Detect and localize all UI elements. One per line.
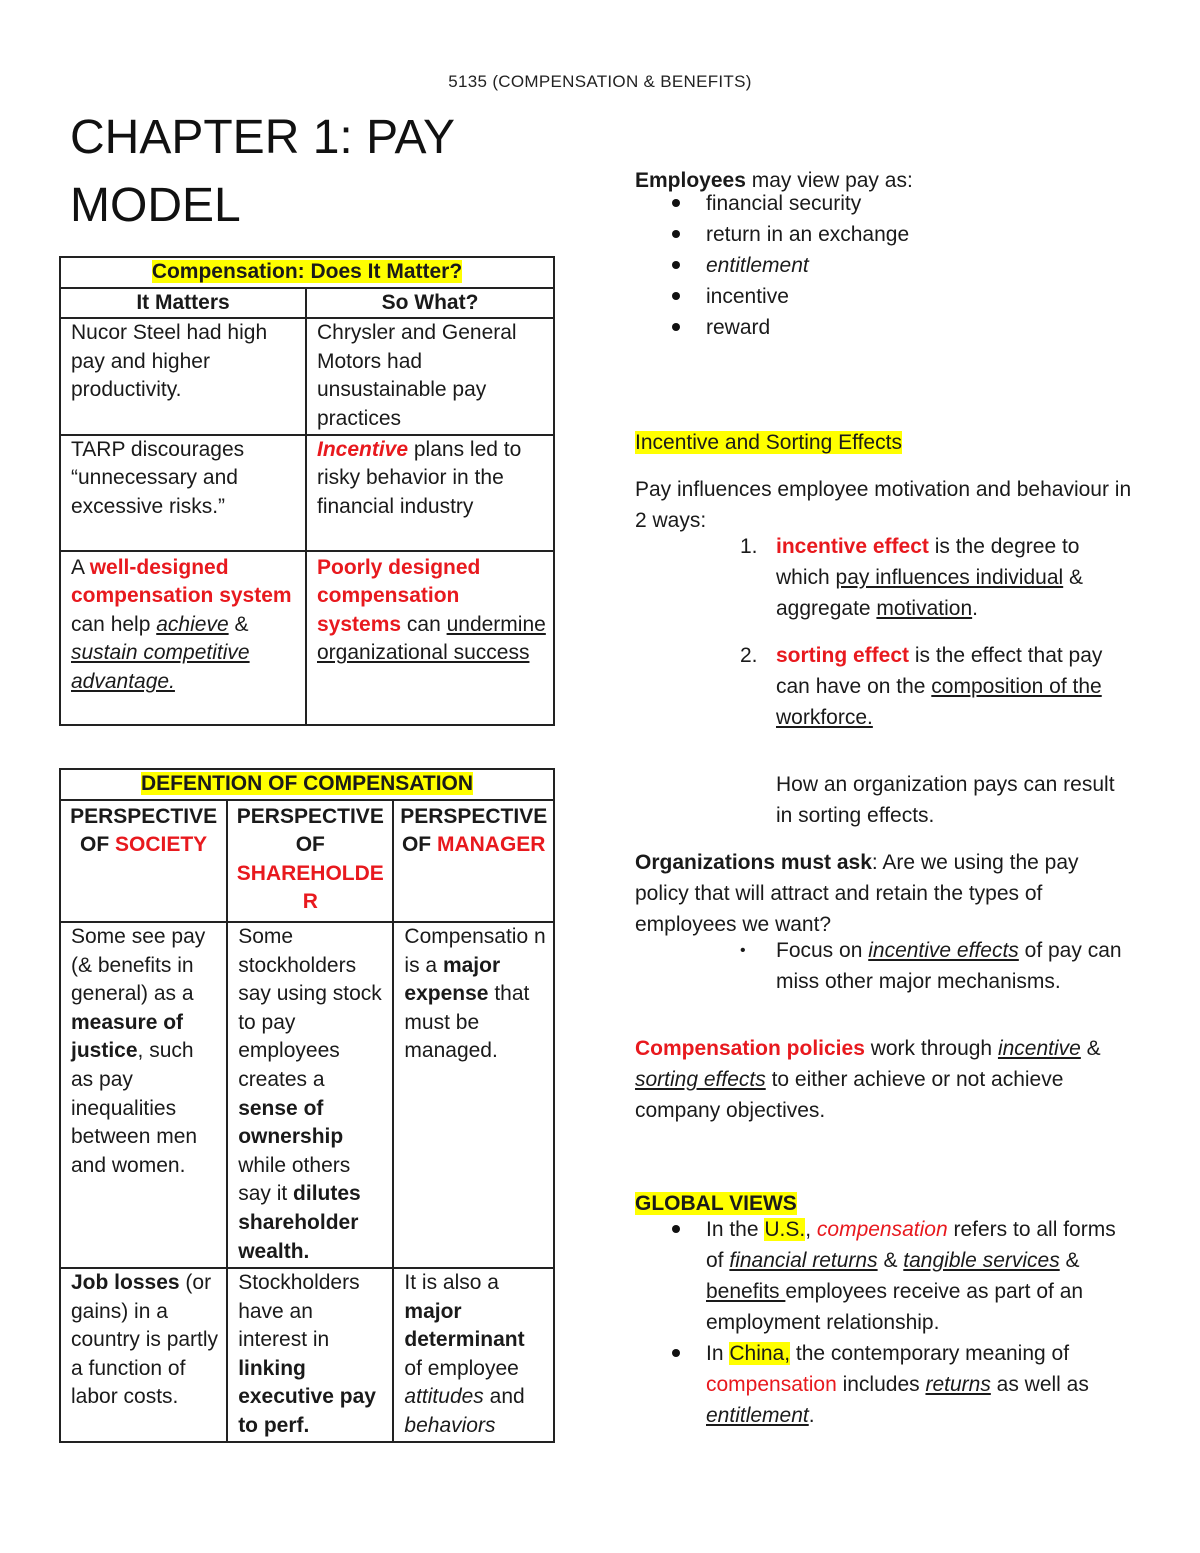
header-text: SOCIETY bbox=[115, 833, 208, 857]
table-cell: Chrysler and General Motors had unsustainable pay practices bbox=[306, 318, 554, 434]
caption-text: Compensation: Does It Matter? bbox=[151, 260, 463, 283]
item-text: sorting effect bbox=[776, 644, 910, 667]
cell-text: measure of justice bbox=[71, 1010, 184, 1063]
policy-text: Compensation policies bbox=[635, 1037, 865, 1060]
item-text: is the effect that pay can have on the bbox=[776, 644, 1103, 698]
header-text: PERSPECTIVE OF bbox=[70, 804, 218, 857]
table-caption bbox=[60, 769, 554, 800]
item-text: . bbox=[972, 597, 978, 620]
bullet-text: incentive effects bbox=[868, 939, 1019, 962]
header-text: SHAREHOLDE R bbox=[236, 861, 384, 914]
cell-text: sustain competitive advantage. bbox=[71, 641, 250, 693]
bullet-text: of pay can miss other major mechanisms. bbox=[776, 939, 1122, 993]
question-text: : Are we using the pay policy that will attract and retain the types of employees we want? bbox=[635, 851, 1079, 936]
document-header: 5135 (COMPENSATION & BENEFITS) bbox=[448, 72, 752, 91]
table-cell bbox=[227, 1268, 393, 1442]
table-cell bbox=[60, 1268, 227, 1442]
table-cell bbox=[60, 551, 306, 725]
header-text: PERSPECTIVE OF bbox=[236, 804, 384, 857]
table-cell bbox=[393, 1268, 554, 1442]
table-cell bbox=[306, 551, 554, 725]
policy-text: to either achieve or not achieve company objectives. bbox=[635, 1068, 1064, 1122]
item-text: composition of the workforce. bbox=[776, 675, 1102, 729]
table-cell bbox=[306, 435, 554, 551]
question-text: Organizations must ask bbox=[635, 851, 872, 874]
numbered-item-1 bbox=[740, 531, 1130, 624]
table-caption bbox=[60, 257, 554, 288]
compensation-policies-text bbox=[635, 1033, 1135, 1126]
list-item: entitlement bbox=[670, 250, 909, 281]
cell-text: can bbox=[401, 612, 447, 636]
item-text: & aggregate bbox=[776, 566, 1084, 620]
intro-text: Employees bbox=[635, 169, 746, 192]
caption-text: DEFENTION OF COMPENSATION bbox=[140, 772, 474, 795]
cell-text: Incentive bbox=[317, 437, 409, 461]
cell-text: (or gains) in a country is partly a function of labor costs. bbox=[71, 1270, 219, 1409]
cell-text: A bbox=[71, 555, 90, 579]
cell-text: , such as pay inequalities between men and women. bbox=[71, 1039, 198, 1177]
column-header bbox=[393, 800, 554, 922]
cell-text: while others say it bbox=[238, 1153, 351, 1206]
column-header bbox=[227, 800, 393, 922]
table-cell bbox=[60, 922, 227, 1268]
item-text: is the degree to which bbox=[776, 535, 1080, 589]
compensation-matters-table bbox=[59, 256, 555, 726]
cell-text: Some see pay (& benefits in general) as a bbox=[71, 924, 206, 1006]
pay-influences-text: Pay influences employee motivation and behaviour in 2 ways: bbox=[635, 478, 1132, 532]
intro-text: may view pay as: bbox=[745, 169, 913, 192]
sorting-effects-note: How an organization pays can result in sorting effects. bbox=[776, 773, 1115, 827]
item-text: pay influences individual bbox=[835, 566, 1064, 589]
header-text: MANAGER bbox=[436, 833, 546, 857]
cell-text: plans led to risky behavior in the financial industry bbox=[317, 437, 522, 518]
list-item: return in an exchange bbox=[670, 219, 909, 250]
cell-text: It is also a bbox=[404, 1270, 499, 1294]
cell-text: of employee bbox=[404, 1356, 519, 1380]
list-item: In China, the contemporary meaning of compensation includes returns as well as entitlement. bbox=[670, 1338, 1130, 1431]
cell-text: undermine organizational success bbox=[317, 612, 546, 665]
global-views-list bbox=[670, 1214, 1130, 1431]
table-cell bbox=[393, 922, 554, 1268]
policy-text: sorting effects bbox=[635, 1068, 766, 1091]
item-number: 2. bbox=[740, 644, 758, 667]
cell-text: linking executive pay to perf. bbox=[238, 1356, 376, 1437]
organizations-question bbox=[635, 847, 1135, 940]
bullet-text: Focus on bbox=[776, 939, 869, 962]
item-text: incentive effect bbox=[776, 535, 929, 558]
cell-text: and bbox=[483, 1385, 525, 1409]
policy-text: work through bbox=[864, 1037, 998, 1060]
cell-text: that must be managed. bbox=[404, 982, 530, 1063]
cell-text: Job losses bbox=[71, 1270, 180, 1294]
cell-text: Stockholders have an interest in bbox=[238, 1270, 360, 1352]
chapter-title: CHAPTER 1: PAY MODEL bbox=[70, 111, 455, 232]
cell-text: behaviors bbox=[404, 1413, 496, 1437]
heading-text: GLOBAL VIEWS bbox=[635, 1192, 797, 1215]
column-header bbox=[60, 800, 227, 922]
column-header: It Matters bbox=[60, 288, 306, 319]
focus-bullet bbox=[740, 935, 1130, 997]
policy-text: & bbox=[1080, 1037, 1101, 1060]
cell-text: sense of ownership bbox=[238, 1096, 344, 1149]
header-text: PERSPECTIVE OF bbox=[400, 804, 548, 857]
cell-text: well-designed compensation system bbox=[71, 555, 292, 608]
cell-text: achieve bbox=[156, 612, 229, 636]
cell-text: dilutes shareholder wealth. bbox=[238, 1182, 361, 1263]
cell-text: Poorly designed compensation systems bbox=[317, 555, 481, 636]
cell-text: Compensatio n is a bbox=[404, 924, 546, 977]
policy-text: incentive bbox=[997, 1037, 1081, 1060]
list-item: incentive bbox=[670, 281, 909, 312]
cell-text: attitudes bbox=[404, 1385, 484, 1409]
cell-text: can help bbox=[71, 612, 157, 636]
item-number: 1. bbox=[740, 535, 758, 558]
pay-views-list bbox=[670, 188, 909, 343]
cell-text: Some stockholders say using stock to pay employees creates a bbox=[238, 924, 382, 1091]
cell-text: & bbox=[228, 612, 249, 636]
table-cell: TARP discourages “unnecessary and excessive risks.” bbox=[60, 435, 306, 551]
list-item: financial security bbox=[670, 188, 909, 219]
numbered-item-2 bbox=[740, 640, 1130, 733]
heading-text: Incentive and Sorting Effects bbox=[635, 431, 902, 454]
list-item: reward bbox=[670, 312, 909, 343]
table-cell: Nucor Steel had high pay and higher productivity. bbox=[60, 318, 306, 434]
cell-text: major determinant bbox=[404, 1299, 525, 1352]
section-heading-incentive bbox=[635, 427, 1135, 458]
table-cell bbox=[227, 922, 393, 1268]
definition-of-compensation-table bbox=[59, 768, 555, 1443]
column-header: So What? bbox=[306, 288, 554, 319]
cell-text: major expense bbox=[404, 953, 501, 1006]
list-item: In the U.S., compensation refers to all forms of financial returns & tangible services & benefits employees receive as part of an employment relationship. bbox=[670, 1214, 1130, 1338]
item-text: motivation bbox=[876, 597, 973, 620]
